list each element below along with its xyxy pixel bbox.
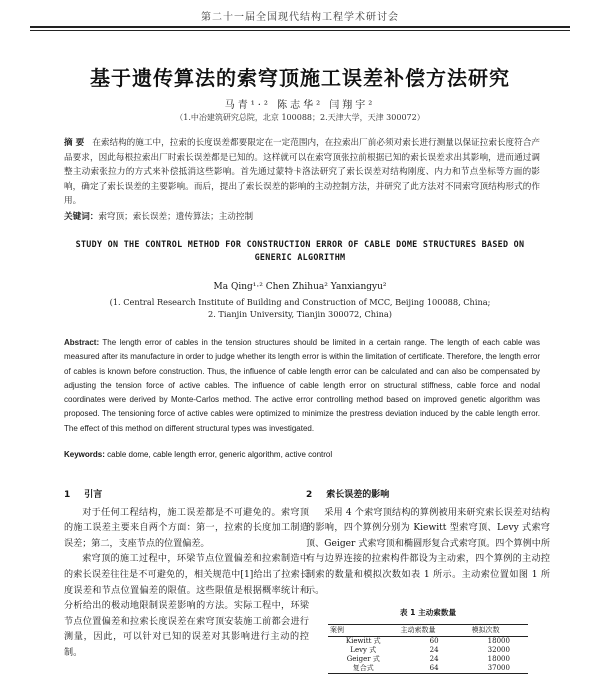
section-1-paragraph-1: 对于任何工程结构，施工误差都是不可避免的。索穹顶的施工误差主要来自两个方面：第一，拉索的长度加工制造误差；第二，支座节点的位置偏差。	[64, 507, 309, 549]
table-cell: 64	[399, 664, 470, 674]
english-authors: Ma Qing¹·² Chen Zhihua² Yanxiangyu²	[213, 282, 387, 292]
table-header-cell: 主动索数量	[399, 624, 470, 636]
english-title: STUDY ON THE CONTROL METHOD FOR CONSTRUCTION ERROR OF CABLE DOME STRUCTURES BASED ON GENERIC ALGORITHM	[75, 239, 525, 262]
table-row	[328, 664, 528, 674]
right-column	[306, 488, 550, 674]
table-header-row	[328, 624, 528, 636]
chinese-keywords-label: 关键词：	[64, 212, 99, 222]
chinese-keywords	[64, 210, 540, 222]
section-1-number: 1	[64, 490, 71, 500]
section-1-paragraph-2: 索穹顶的施工过程中，环梁节点位置偏差和拉索制造中的索长误差往往是不可避免的，相关规范中[1]给出了拉索长度误差和节点位置偏差的限值。这些限值是根据概率统计和分析给出的极动地限制误差影响的方法。实际工程中，环梁节点位置偏差和拉索长度误差在索穹顶安装施工前都会进行测量，因此，可以针对已知的误差对其影响进行主动的控制。	[64, 554, 309, 658]
table-cell: 60	[429, 636, 439, 645]
chinese-affiliation: （1.中冶建筑研究总院，北京 100088；2.天津大学，天津 300072）	[175, 113, 425, 122]
table-cell: Levy 式	[350, 645, 377, 654]
section-1-heading	[64, 488, 309, 504]
table-cell: Geiger 式	[346, 654, 380, 663]
table-row	[328, 655, 528, 664]
english-keywords-label: Keywords:	[64, 450, 105, 459]
table-cell: 复合式	[328, 664, 399, 674]
chinese-keywords-text: 索穹顶；索长误差；遗传算法；主动控制	[98, 212, 254, 222]
english-affiliation-line-2: 2. Tianjin University, Tianjin 300072, China)	[208, 309, 392, 319]
table-row	[328, 646, 528, 655]
chinese-abstract-text: 在索结构的施工中，拉索的长度误差都要限定在一定范围内，在拉索出厂前必须对索长进行测量以保证拉索长度符合产品要求，因此每根拉索出厂时索长误差都是已知的。这样就可以在索穹顶张拉前根据已知的索长误差求出其影响，进而通过调整主动索张拉力的方式来补偿抵消这些影响。首先通过蒙特卡洛法研究了索长误差对结构刚度、内力和节点坐标等方面的影响，确定了索长误差的主要影响。而后，提出了索长误差的影响的主动控制方法，并研究了此方法对不同索穹顶结构形式的作用。	[64, 138, 540, 207]
table-cell: 32000	[487, 645, 510, 654]
section-2-title: 索长误差的影响	[326, 490, 390, 500]
section-2-heading	[306, 488, 550, 504]
english-keywords-text: cable dome, cable length error, generic algorithm, active control	[107, 450, 333, 459]
table-cell: Kiewitt 式	[345, 636, 381, 645]
english-abstract	[64, 336, 540, 436]
chinese-authors: 马青¹·² 陈志华² 闫翔宇²	[224, 100, 376, 111]
table-header-cell: 模拟次数	[470, 624, 528, 636]
table-cell: 24	[429, 645, 439, 654]
english-affiliation	[0, 296, 600, 320]
section-2-number: 2	[306, 490, 313, 500]
table-row	[328, 636, 528, 646]
chinese-title: 基于遗传算法的索穹顶施工误差补偿方法研究	[90, 66, 510, 90]
table-cell: 37000	[470, 664, 528, 674]
english-keywords	[64, 450, 540, 459]
section-1-title: 引言	[84, 490, 103, 500]
left-column	[64, 488, 309, 662]
chinese-abstract	[64, 136, 540, 209]
english-abstract-label: Abstract:	[64, 338, 100, 347]
english-abstract-text: The length error of cables in the tension structures should be limited in a certain range. The length of each cable was measured after its manufacture in order to judge whether its length error is within the limitation of certificate. Therefore, the length error of cables is known before construction. Thus, the influence of cable length error can be calculated and can also be compensated by adjusting the tension force of active cables. The influence of cable length error on structural stiffness, cable force and nodal coordinates were derived by Monte-Carlos method. The active error controlling method based on improved genetic algorithm was proposed. The tensioning force of active cables were optimized to minimize the prestress deviation induced by the cable length error. The effect of this method on different structural types was investigated.	[64, 338, 541, 433]
table-cell: 18000	[487, 636, 510, 645]
section-2-paragraph-1: 采用 4 个索穹顶结构的算例被用来研究索长误差对结构的影响，四个算例分别为 Kiewitt 型索穹顶、Levy 式索穹顶、Geiger 式索穹顶和椭圆形复合式索穹顶。四个算例中所有与边界连接的拉索构件都设为主动索，四个算例的主动控制索的数量和模拟次数如表 1 所示。主动索位置如图 1 所示。	[306, 507, 550, 596]
table-header-cell: 案例	[328, 624, 399, 636]
running-header: 第二十一届全国现代结构工程学术研讨会	[30, 8, 570, 28]
active-cable-table	[328, 624, 528, 674]
table-caption: 表 1 主动索数量	[399, 608, 457, 618]
table-cell: 24	[429, 654, 439, 663]
table-cell: 18000	[487, 654, 510, 663]
chinese-abstract-label: 摘 要	[64, 138, 85, 148]
english-affiliation-line-1: (1. Central Research Institute of Building and Construction of MCC, Beijing 100088, China;	[109, 297, 491, 307]
